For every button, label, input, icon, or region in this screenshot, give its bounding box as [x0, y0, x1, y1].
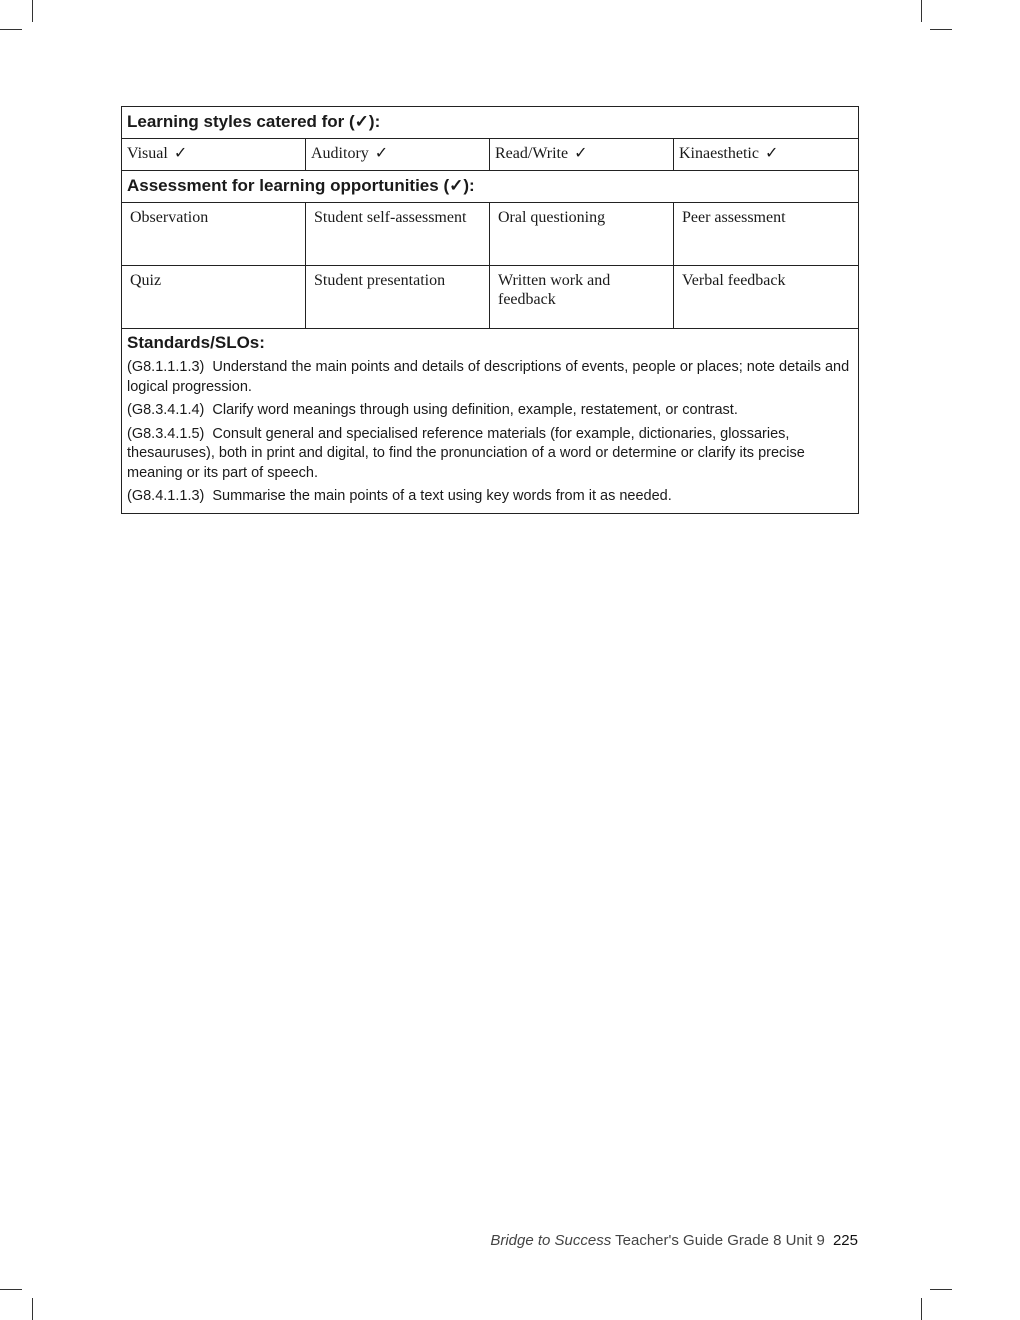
- crop-mark: [0, 1289, 22, 1290]
- assessment-cell: Student self-assessment: [306, 203, 490, 266]
- learning-style-label: Auditory: [311, 145, 369, 162]
- learning-style-auditory: [306, 139, 490, 171]
- standard-code: (G8.1.1.1.3): [127, 359, 205, 375]
- standard-code: (G8.3.4.1.4): [127, 402, 205, 418]
- crop-mark: [921, 1298, 922, 1320]
- assessment-cell: Verbal feedback: [674, 266, 859, 329]
- standard-code: (G8.3.4.1.5): [127, 425, 205, 442]
- learning-style-read-write: [490, 139, 674, 171]
- learning-style-visual: [122, 139, 306, 171]
- page-footer: [490, 1232, 858, 1249]
- learning-style-label: Kinaesthetic: [679, 145, 759, 162]
- crop-mark: [32, 0, 33, 22]
- standards-heading: Standards/SLOs:: [127, 333, 265, 352]
- crop-mark: [32, 1298, 33, 1320]
- standard-text: Summarise the main points of a text using key words from it as needed.: [212, 488, 672, 504]
- assessment-cell: Observation: [122, 203, 306, 266]
- assessment-cell: Oral questioning: [490, 203, 674, 266]
- standard-text: Clarify word meanings through using definition, example, restatement, or contrast.: [212, 402, 738, 418]
- guide-text: Teacher's Guide Grade 8 Unit 9: [615, 1232, 825, 1249]
- assessment-cell: Peer assessment: [674, 203, 859, 266]
- learning-style-label: Visual: [127, 145, 168, 162]
- assessment-heading: Assessment for learning opportunities (✓):: [122, 171, 859, 203]
- standard-code: (G8.4.1.1.3): [127, 488, 205, 504]
- standard-item: [127, 425, 853, 484]
- check-icon: ✓: [574, 143, 588, 162]
- crop-mark: [930, 29, 952, 30]
- lesson-plan-table: [121, 106, 859, 514]
- standards-section: [122, 329, 859, 514]
- standard-text: Consult general and specialised reference materials (for example, dictionaries, glossaries, thesauruses), both in print and digital, to find the pronunciation of a word or determine or clarify its precise meaning or its part of speech.: [127, 425, 805, 481]
- check-icon: ✓: [173, 143, 188, 162]
- check-icon: ✓: [374, 143, 389, 162]
- crop-mark: [930, 1289, 952, 1290]
- standard-item: [127, 401, 853, 421]
- page-number: 225: [832, 1232, 858, 1249]
- assessment-cell: Written work and feedback: [490, 266, 674, 329]
- standard-item: [127, 487, 853, 507]
- crop-mark: [0, 29, 22, 30]
- crop-mark: [921, 0, 922, 22]
- assessment-cell: Quiz: [122, 266, 306, 329]
- assessment-cell: Student presentation: [306, 266, 490, 329]
- book-title: Bridge to Success: [490, 1232, 612, 1249]
- learning-styles-heading: Learning styles catered for (✓):: [122, 107, 859, 139]
- learning-style-label: Read/Write: [495, 145, 569, 162]
- check-icon: ✓: [764, 143, 779, 162]
- standard-text: Understand the main points and details of descriptions of events, people or places; note details and logical progression.: [127, 359, 850, 395]
- learning-style-kinaesthetic: [674, 139, 859, 171]
- standard-item: [127, 358, 853, 397]
